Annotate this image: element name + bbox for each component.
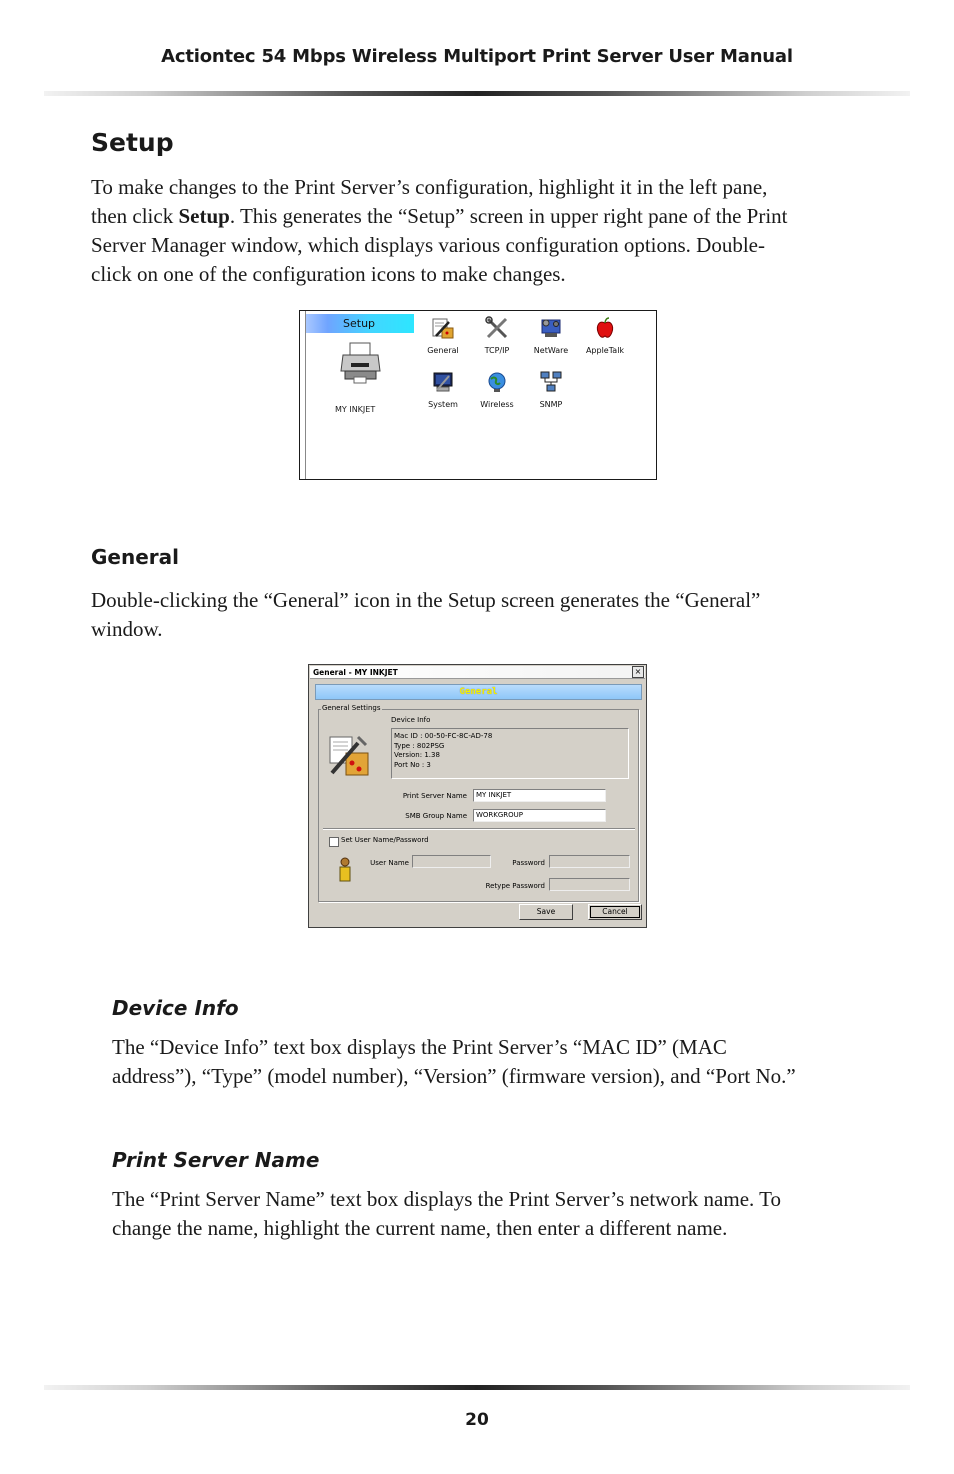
network-icon	[539, 370, 563, 394]
device-info-heading: Device Info	[112, 996, 239, 1020]
setup-title-bar: Setup	[306, 314, 414, 333]
setup-screenshot	[299, 310, 657, 480]
setup-paragraph: To make changes to the Print Server’s configuration, highlight it in the left pane, then click Setup. This generates the “Setup” screen in upper right pane of the Print Server Manager window, which displays various configuration options. Double- click on one of the configuration icons to make changes.	[91, 175, 788, 286]
password-label: Password	[512, 859, 545, 867]
globe-icon	[485, 370, 509, 394]
snmp-config-item[interactable]: SNMP	[524, 370, 578, 409]
tools-icon	[485, 316, 509, 340]
user-name-input[interactable]	[412, 855, 491, 868]
netware-config-item[interactable]: NetWare	[524, 316, 578, 355]
header-rule	[44, 91, 910, 96]
apple-icon	[593, 316, 617, 340]
window-title: General - MY INKJET	[310, 666, 645, 679]
appletalk-config-item[interactable]: AppleTalk	[578, 316, 632, 355]
footer-rule	[44, 1385, 910, 1390]
pane-divider	[305, 311, 306, 479]
tcpip-config-item[interactable]: TCP/IP	[470, 316, 524, 355]
save-button[interactable]: Save	[519, 904, 573, 920]
retype-password-input[interactable]	[549, 878, 630, 891]
retype-password-label: Retype Password	[485, 882, 545, 890]
printer-label: MY INKJET	[335, 405, 376, 414]
set-user-checkbox[interactable]	[329, 837, 339, 847]
general-icon	[431, 316, 455, 340]
device-info-box: Mac ID : 00-50-FC-8C-AD-78 Type : 802PSG Version: 1.38 Port No : 3	[391, 728, 629, 779]
user-name-label: User Name	[370, 859, 409, 867]
password-input[interactable]	[549, 855, 630, 868]
device-info-label: Device Info	[391, 716, 431, 724]
print-server-name-paragraph: The “Print Server Name” text box displays the Print Server’s network name. To change the name, highlight the current name, then enter a different name.	[112, 1187, 782, 1240]
close-icon[interactable]: ×	[632, 666, 644, 678]
print-server-name-heading: Print Server Name	[112, 1148, 320, 1172]
device-info-paragraph: The “Device Info” text box displays the Print Server’s “MAC ID” (MAC address”), “Type” (model number), “Version” (firmware version), and “Port No.”	[112, 1035, 796, 1088]
cancel-button[interactable]: Cancel	[588, 904, 642, 920]
settings-tools-icon	[328, 733, 370, 777]
group-label: General Settings	[322, 704, 381, 712]
print-server-name-input[interactable]: MY INKJET	[473, 789, 606, 802]
printer-icon[interactable]	[340, 341, 382, 385]
system-config-item[interactable]: System	[416, 370, 470, 409]
smb-group-name-input[interactable]: WORKGROUP	[473, 809, 606, 822]
general-window-screenshot	[308, 664, 647, 928]
netware-icon	[539, 316, 563, 340]
divider	[323, 828, 635, 830]
manual-title: Actiontec 54 Mbps Wireless Multiport Print Server User Manual	[161, 46, 793, 67]
general-config-item[interactable]: General	[416, 316, 470, 355]
set-user-label: Set User Name/Password	[341, 836, 429, 844]
setup-heading: Setup	[91, 128, 174, 157]
system-icon	[431, 370, 455, 394]
general-paragraph: Double-clicking the “General” icon in the Setup screen generates the “General” window.	[91, 588, 761, 641]
general-banner: General	[315, 684, 642, 700]
smb-group-name-label: SMB Group Name	[405, 812, 467, 820]
print-server-name-label: Print Server Name	[402, 792, 467, 800]
page-number: 20	[465, 1410, 489, 1430]
wireless-config-item[interactable]: Wireless	[470, 370, 524, 409]
general-heading: General	[91, 545, 179, 569]
